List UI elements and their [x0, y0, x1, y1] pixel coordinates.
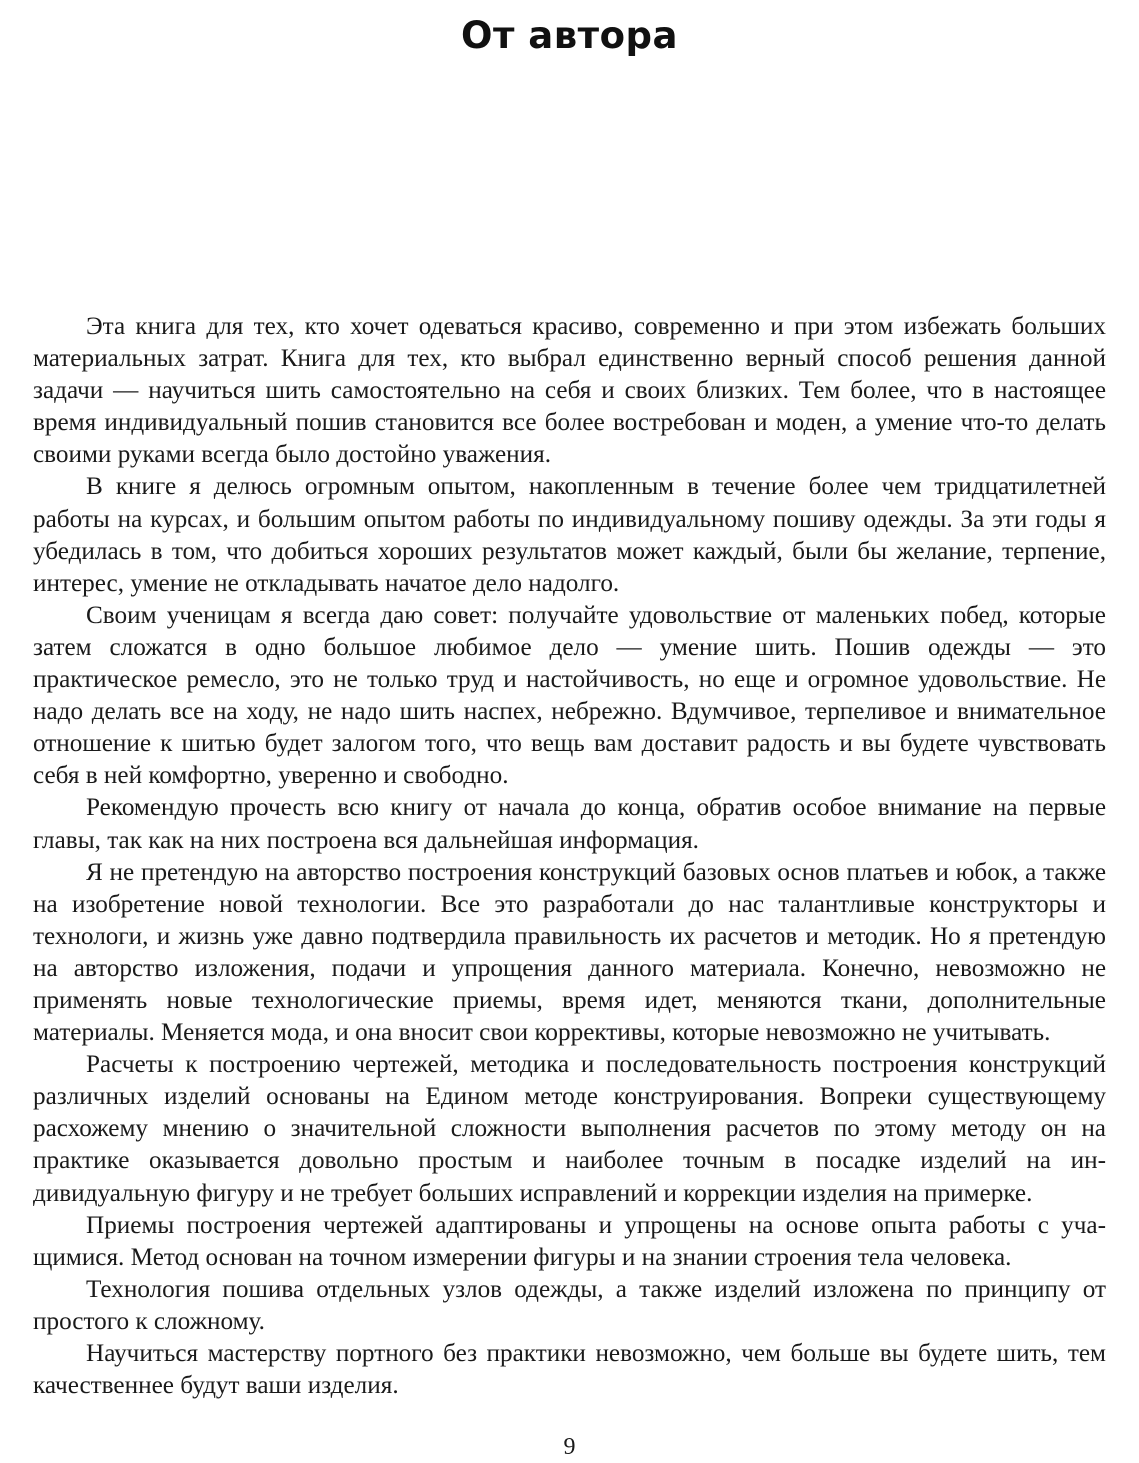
page-title: От автора [461, 14, 678, 57]
body-text [33, 311, 1106, 1402]
paragraph: Я не претендую на авторство построения конструкций базовых основ платьев и юбок, а также на изобретение новой технологии. Все это разработали до нас талантливые конструкторы и технологи, и жизнь уже давно подтвердила правильность их расчетов и методик. Но я претендую на авторство изложения, подачи и упрощения данного материала. Конечно, невозможно не применять новые технологические приемы, время идет, меняются ткани, дополнительные материалы. Меняется мода, и она вносит свои коррективы, которые невозможно не учитывать. [33, 858, 1106, 1047]
paragraph: Эта книга для тех, кто хочет одеваться красиво, современно и при этом избежать больших материальных затрат. Книга для тех, кто выбрал единственно верный способ решения данной задачи — научиться шить самостоятельно на себя и своих близких. Тем более, что в настоящее время индивидуальный пошив становится все более востребован и моден, а умение что-то делать своими руками всегда было достойно уважения. [33, 313, 1106, 469]
paragraph: Своим ученицам я всегда даю совет: получайте удовольствие от маленьких побед, которые затем сложатся в одно большое любимое дело — умение шить. Пошив одежды — это практическое ремесло, это не только труд и настойчивость, но еще и огромное удовольствие. Не надо делать все на ходу, не надо шить наспех, небрежно. Вдумчивое, терпеливое и внимательное отношение к шитью будет залогом того, что вещь вам доставит радость и вы будете чувствовать себя в ней комфортно, уверенно и свободно. [33, 601, 1106, 790]
paragraph: В книге я делюсь огромным опытом, накопленным в течение более чем тридцатилетней работы на курсах, и большим опытом работы по индивидуальному пошиву одежды. За эти годы я убедилась в том, что добиться хороших результатов может каждый, были бы желание, терпение, интерес, умение не откладывать начатое дело надолго. [33, 473, 1106, 597]
paragraph: Приемы построения чертежей адаптированы и упрощены на основе опыта работы с учащимися. Метод основан на точном измерении фигуры и на знании строения тела человека. [33, 1211, 1106, 1271]
paragraph: Расчеты к построению чертежей, методика и последовательность построения конструкций различных изделий основаны на Едином методе конструирования. Вопреки существующему расхожему мнению о значительной сложности выполнения расчетов по этому методу он на практике оказывается довольно простым и наиболее точным в посадке изделий на индивидуальную фигуру и не требует больших исправлений и коррекции изделия на примерке. [33, 1051, 1106, 1207]
page-number: 9 [563, 1434, 576, 1460]
paragraph: Научиться мастерству портного без практики невозможно, чем больше вы будете шить, тем качественнее будут ваши изделия. [33, 1340, 1106, 1400]
paragraph: Технология пошива отдельных узлов одежды, а также изделий изложена по принципу от простого к сложному. [33, 1275, 1106, 1335]
paragraph: Рекомендую прочесть всю книгу от начала до конца, обратив особое внимание на первые главы, так как на них построена вся дальнейшая информация. [33, 794, 1106, 854]
